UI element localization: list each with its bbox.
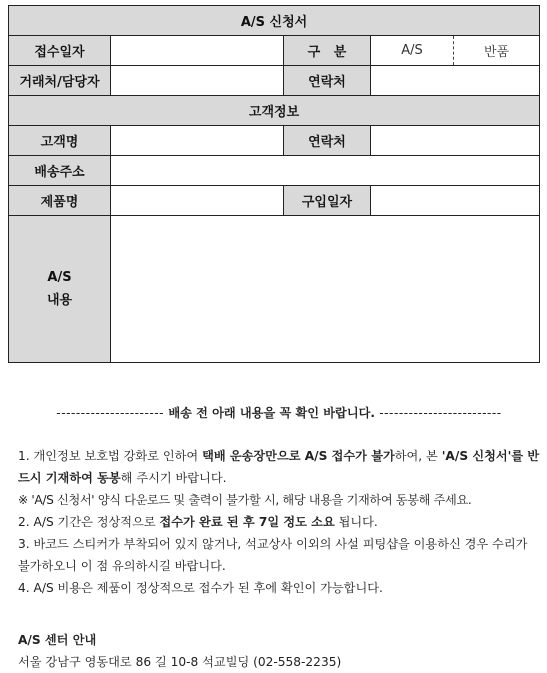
form-title: A/S 신청서 bbox=[9, 6, 540, 36]
address-label: 배송주소 bbox=[9, 156, 111, 186]
receipt-date-field[interactable] bbox=[111, 36, 284, 66]
heading-dash-left: ---------------------- bbox=[56, 406, 165, 420]
heading-dash-right: ------------------------- bbox=[379, 406, 502, 420]
receipt-date-label: 접수일자 bbox=[9, 36, 111, 66]
notice-section bbox=[18, 404, 540, 673]
notice-item-4: 4. A/S 비용은 제품이 정상적으로 접수가 된 후에 확인이 가능합니다. bbox=[18, 581, 383, 595]
type-option-as[interactable]: A/S bbox=[371, 36, 454, 66]
as-content-field[interactable] bbox=[111, 216, 540, 363]
customer-name-field[interactable] bbox=[111, 126, 284, 156]
as-content-label-line2: 내용 bbox=[46, 293, 73, 308]
type-label: 구 분 bbox=[284, 36, 371, 66]
dealer-label: 거래처/담당자 bbox=[9, 66, 111, 96]
dealer-contact-field[interactable] bbox=[371, 66, 540, 96]
product-field[interactable] bbox=[111, 186, 284, 216]
notice-item-3: 3. 바코드 스티커가 부착되어 있지 않거나, 석교상사 이외의 사설 피팅샵을 이용하신 경우 수리가 불가하오니 이 점 유의하시길 바랍니다. bbox=[18, 537, 528, 573]
type-option-return[interactable]: 반품 bbox=[454, 36, 540, 66]
purchase-date-label: 구입일자 bbox=[284, 186, 371, 216]
notice-list bbox=[18, 445, 540, 673]
customer-name-label: 고객명 bbox=[9, 126, 111, 156]
notice-item-1-note: ※ 'A/S 신청서' 양식 다운로드 및 출력이 불가할 시, 해당 내용을 기재하여 동봉해 주세요. bbox=[18, 493, 472, 507]
notice-heading bbox=[18, 404, 540, 421]
as-content-label-line1: A/S bbox=[47, 270, 72, 285]
notice-item-1: 1. 개인정보 보호법 강화로 인하여 택배 운송장만으로 A/S 접수가 불가하여, 본 'A/S 신청서'를 반드시 기재하여 동봉해 주시기 바랍니다. bbox=[18, 449, 540, 485]
purchase-date-field[interactable] bbox=[371, 186, 540, 216]
as-content-label bbox=[9, 216, 111, 363]
address-field[interactable] bbox=[111, 156, 540, 186]
heading-text: 배송 전 아래 내용을 꼭 확인 바랍니다. bbox=[168, 406, 375, 420]
customer-contact-label: 연락처 bbox=[284, 126, 371, 156]
customer-contact-field[interactable] bbox=[371, 126, 540, 156]
center-title: A/S 센터 안내 bbox=[18, 633, 97, 647]
as-request-form bbox=[8, 5, 540, 363]
center-address: 서울 강남구 영동대로 86 길 10-8 석교빌딩 (02-558-2235) bbox=[18, 655, 342, 669]
customer-section-title: 고객정보 bbox=[9, 96, 540, 126]
dealer-field[interactable] bbox=[111, 66, 284, 96]
notice-item-2: 2. A/S 기간은 정상적으로 접수가 완료 된 후 7일 정도 소요 됩니다. bbox=[18, 515, 378, 529]
dealer-contact-label: 연락처 bbox=[284, 66, 371, 96]
product-label: 제품명 bbox=[9, 186, 111, 216]
